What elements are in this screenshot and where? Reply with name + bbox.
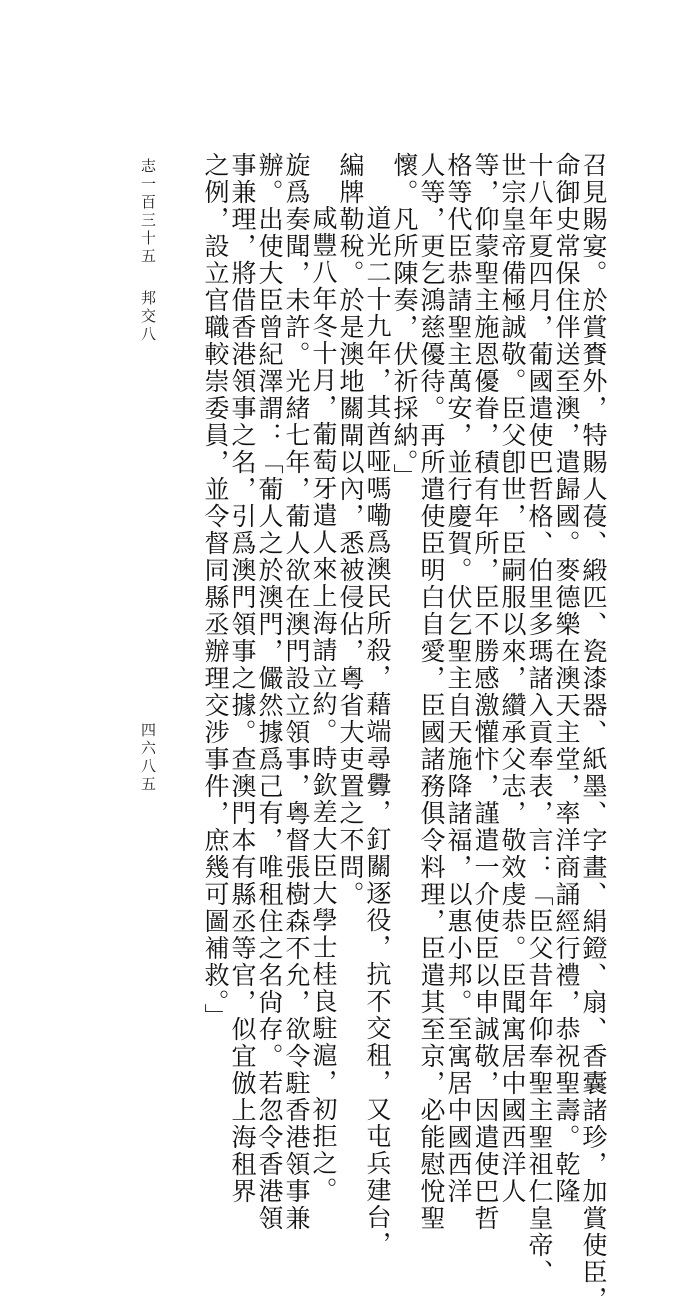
text-column-11: 咸豐八年冬十月，葡萄牙遣人來上海請立約。時欽差大臣大學士桂良駐滬，初拒之。 [309, 205, 338, 1204]
text-column-14: 事兼理，將借香港領事之名，引爲澳門領事之據。查澳門本有縣丞等官，似宜倣上海租界 [228, 152, 257, 1205]
running-header-section: 邦交八 [139, 290, 157, 344]
page-number: 四六八五 [139, 722, 157, 794]
running-header-volume: 志一百三十五 [139, 158, 157, 266]
text-column-3: 十八年夏四月，葡國遣使巴哲格、伯里多瑪諸入貢奉表，言：「臣父昔年仰奉聖主聖祖仁皇帝、 [525, 152, 554, 1286]
text-column-7: 人等，更乞鴻慈優待。再所遣使臣明白自愛，臣國諸務俱令料理，臣遣其至京，必能慰悅聖 [417, 152, 446, 1232]
text-column-6: 格等代臣恭請聖主萬安，並行慶賀。伏乞聖主自天施降諸福，以惠小邦。至寓居中國西洋 [444, 152, 473, 1205]
text-column-5: 等，仰蒙聖主施恩優眷，積有年所，臣不勝感激懽忭，謹遣一介使臣以申誠敬，因遣使巴哲 [471, 152, 500, 1232]
text-column-9: 道光二十九年，其酋哑嗎嘞爲澳民所殺，藉端尋釁，釘關逐役，抗不交租，又屯兵建台， [363, 205, 392, 1258]
text-column-13: 辦。出使大臣曾紀澤謂：「葡人之於澳門，儼然據爲己有，唯租住之名尙存。若忽令香港領 [255, 152, 284, 1232]
text-column-1: 召見賜宴。於賞賚外，特賜人葠、緞匹、瓷漆器、紙墨、字畫、絹鐙、扇、香囊諸珍，加賞使臣， [579, 152, 608, 1313]
text-column-12: 旋爲奏聞，未許。光緒七年，葡人欲在澳門設立領事，粵督張樹森不允，欲令駐香港領事兼 [282, 152, 311, 1232]
text-column-8: 懷。凡所陳奏，伏祈採納。」 [390, 152, 419, 491]
text-column-4: 世宗皇帝備極誠敬。臣父卽世，臣嗣服以來，纘承父志，敬效虔恭。臣聞寓居中國西洋人 [498, 152, 527, 1205]
text-column-15: 之例，設立官職較崇委員，並令督同縣丞辦理交涉事件，庶幾可圖補救。」 [201, 152, 230, 1031]
text-column-10: 編牌勒稅。於是澳地關閘以內，悉被侵佔，粵省大吏置之不問。 [336, 152, 365, 908]
text-column-2: 命御史常保住伴送至澳，遣歸國。麥德樂在澳天主堂，率洋商誦經行禮，恭祝聖壽。乾隆 [552, 152, 581, 1205]
